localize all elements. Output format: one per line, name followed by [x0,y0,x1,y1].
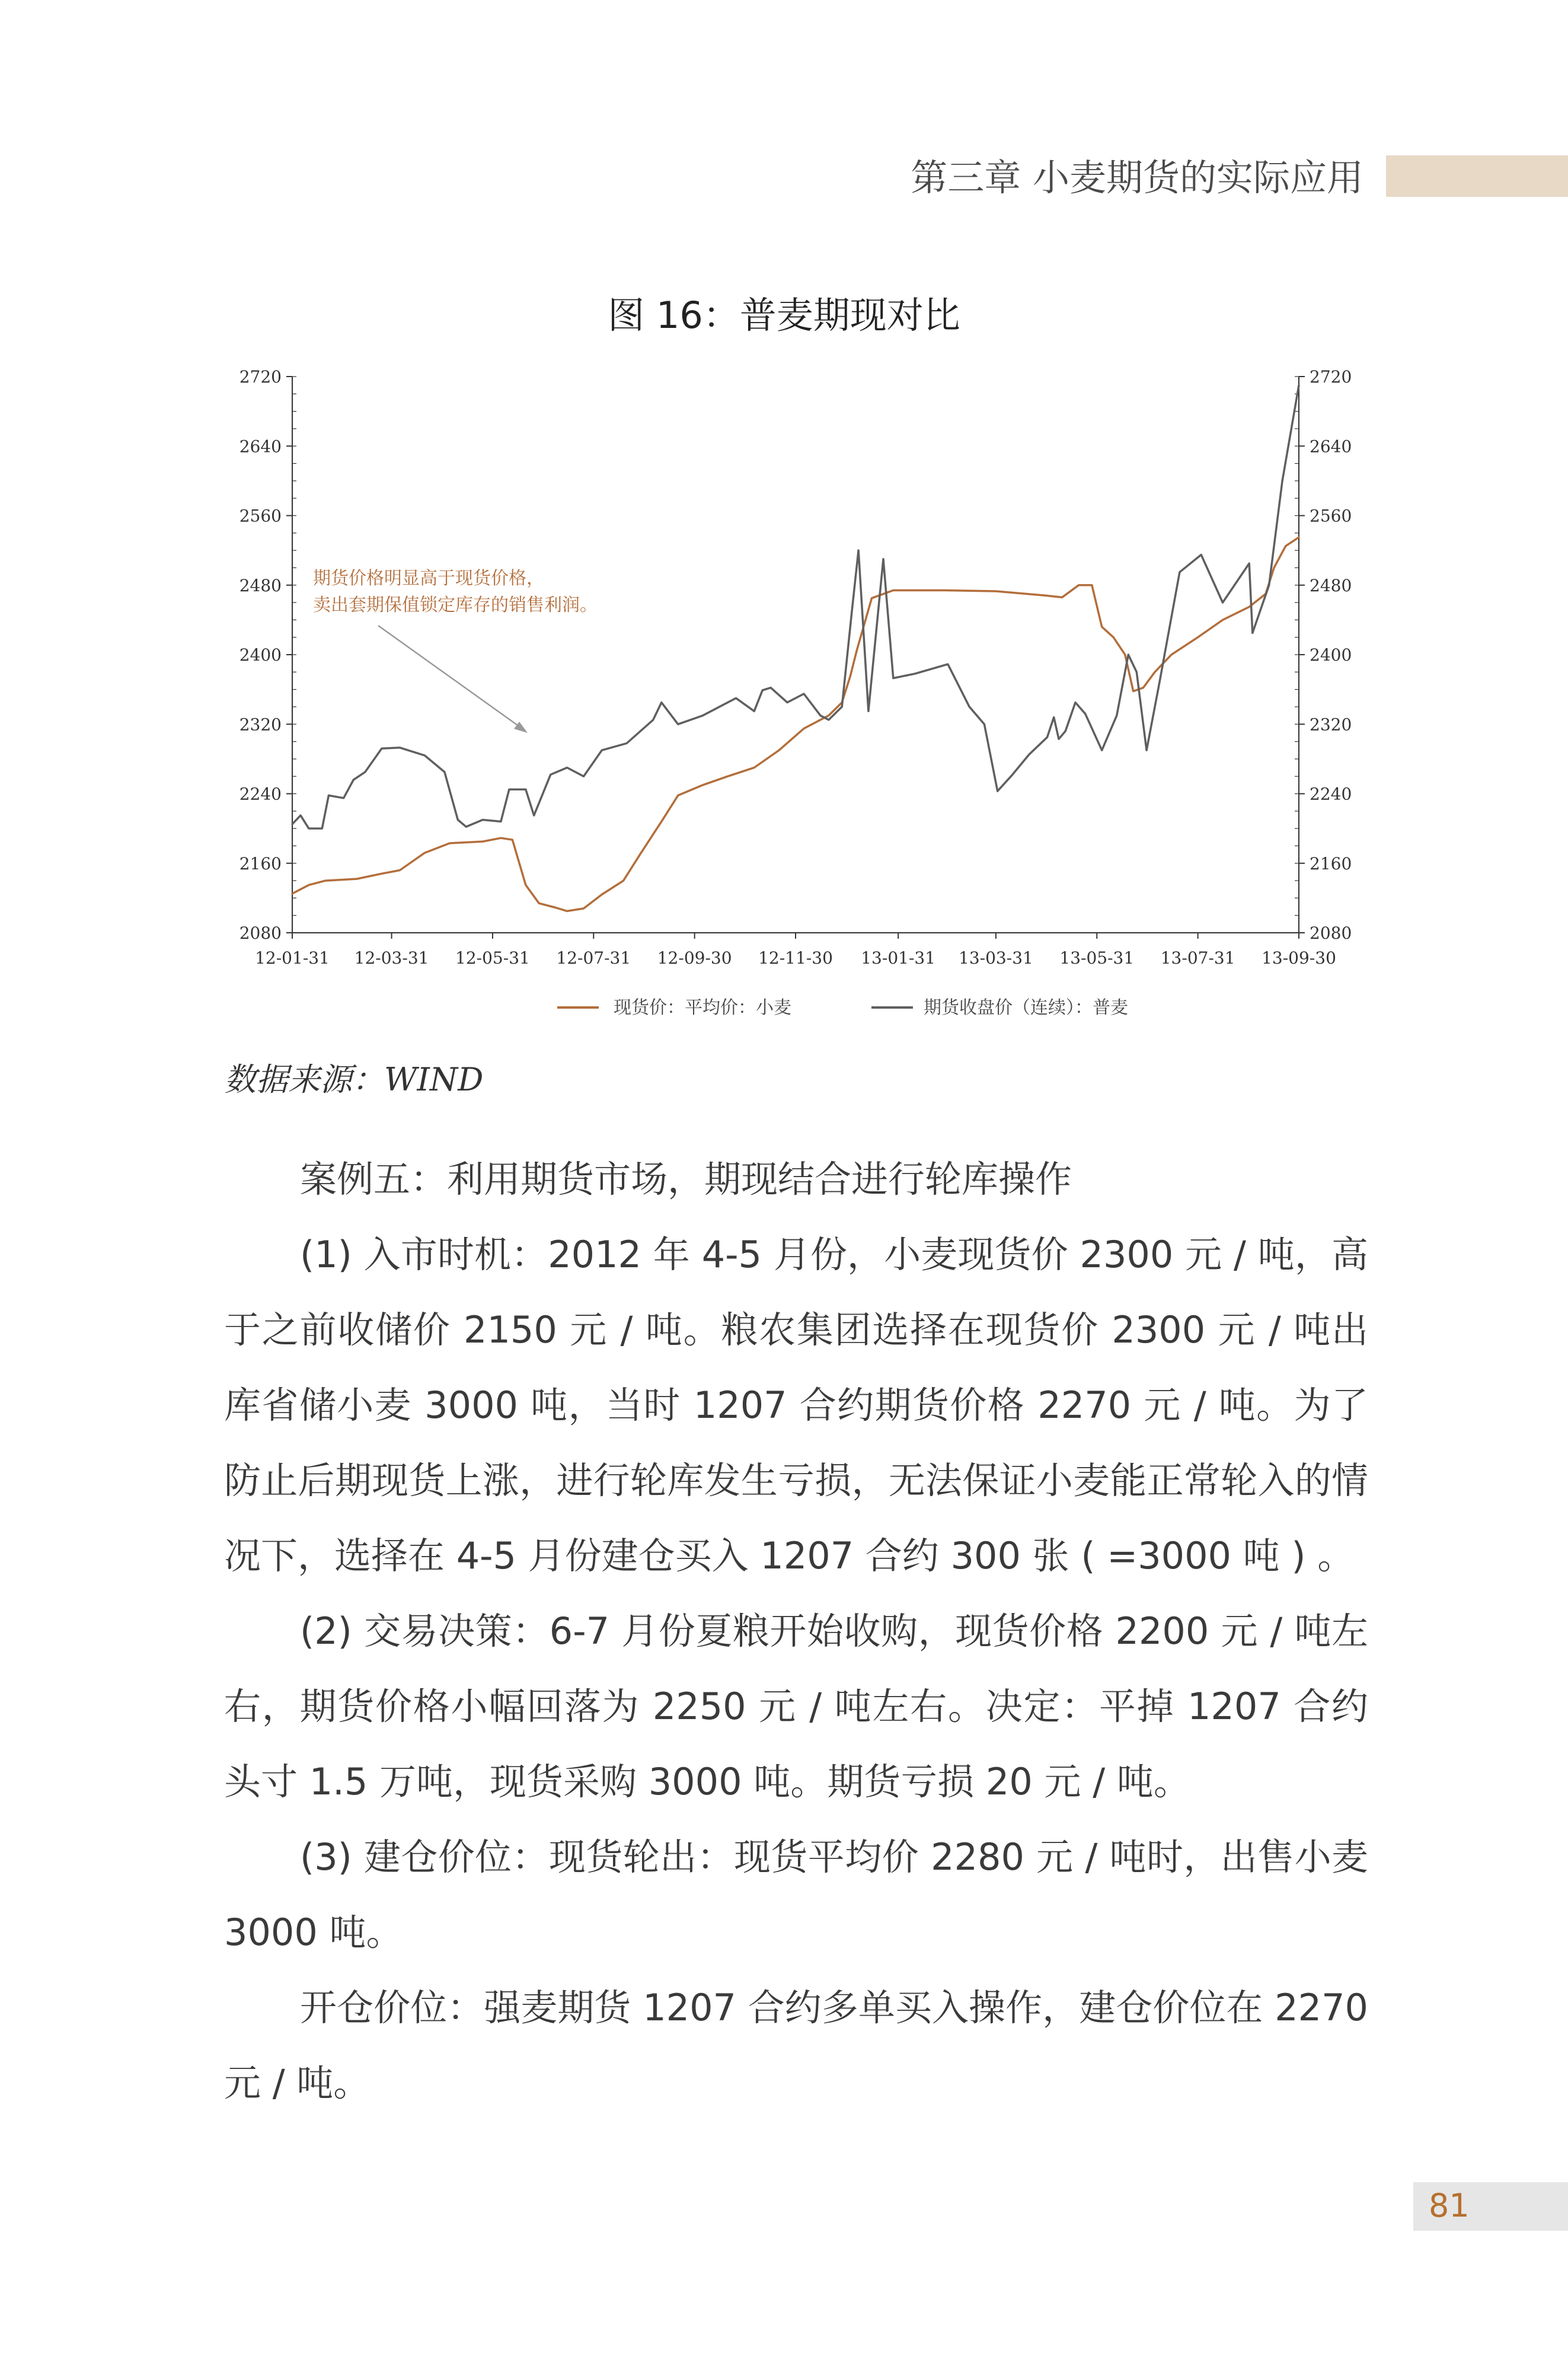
y-tick-label-left: 2320 [239,715,282,735]
annotation-arrow-line [378,626,522,728]
x-tick-label: 13-03-31 [959,948,1033,968]
paragraph-entry-timing: (1) 入市时机：2012 年 4-5 月份，小麦现货价 2300 元 / 吨，高于之前收储价 2150 元 / 吨。粮农集团选择在现货价 2300 元 / 吨出库省储小麦 3000 吨，当时 1207 合约期货价格 2270 元 / 吨。为了防止后期现货上涨，进行轮库发生亏损，无法保证小麦能正常轮入的情况下，选择在 4-5 月份建仓买入 1207 合约 300 张 ( =3000 吨 ) 。 [224,1233,1368,1577]
x-tick-label: 13-01-31 [861,948,936,968]
chart-series [292,385,1299,911]
chart-legend [557,997,1128,1018]
page-number: 81 [1429,2187,1470,2224]
paragraph-open-price: 开仓价位：强麦期货 1207 合约多单买入操作，建仓价位在 2270 元 / 吨。 [224,1986,1368,2105]
x-tick-label: 12-07-31 [556,948,631,968]
y-tick-label-left: 2640 [239,436,282,457]
annotation-text-line-2: 卖出套期保值锁定库存的销售利润。 [313,595,598,616]
x-tick-label: 13-05-31 [1059,948,1135,968]
x-tick-label: 12-01-31 [255,948,330,968]
body-text [224,1142,1368,2121]
y-tick-label-right: 2720 [1310,367,1352,387]
price-comparison-chart [213,356,1355,1032]
data-source-note: 数据来源：WIND [224,1061,484,1098]
y-tick-label-right: 2080 [1310,923,1352,943]
x-tick-label: 12-09-30 [657,948,732,968]
series-line-spot-price [292,537,1299,911]
y-tick-label-left: 2080 [239,923,282,943]
y-tick-label-right: 2560 [1310,506,1352,526]
x-tick-label: 13-09-30 [1262,948,1336,968]
case-heading: 案例五：利用期货市场，期现结合进行轮库操作 [300,1158,1072,1201]
y-tick-label-left: 2560 [239,506,282,526]
chart-axes [239,367,1352,968]
paragraph-trade-decision: (2) 交易决策：6-7 月份夏粮开始收购，现货价格 2200 元 / 吨左右，期货价格小幅回落为 2250 元 / 吨左右。决定：平掉 1207 合约头寸 1.5 万吨，现货采购 3000 吨。期货亏损 20 元 / 吨。 [224,1609,1368,1803]
x-tick-label: 12-11-30 [758,948,833,968]
legend-label-spot: 现货价：平均价：小麦 [614,997,791,1018]
legend-label-futures: 期货收盘价（连续）：普麦 [924,997,1128,1018]
paragraph-position-price: (3) 建仓价位：现货轮出：现货平均价 2280 元 / 吨时，出售小麦 3000 吨。 [224,1835,1368,1954]
y-tick-label-right: 2240 [1310,784,1352,804]
y-tick-label-left: 2480 [239,575,282,595]
y-tick-label-right: 2160 [1310,853,1352,873]
annotation-text-line-1: 期货价格明显高于现货价格， [313,568,544,589]
y-tick-label-left: 2720 [239,367,282,387]
y-tick-label-right: 2640 [1310,436,1352,457]
x-tick-label: 13-07-31 [1160,948,1235,968]
y-tick-label-right: 2400 [1310,645,1352,665]
y-tick-label-right: 2480 [1310,575,1352,595]
figure-title: 图 16：普麦期现对比 [608,294,960,337]
x-tick-label: 12-05-31 [455,948,530,968]
chart-annotation [313,568,598,733]
y-tick-label-right: 2320 [1310,715,1352,735]
header-accent-bar [1386,155,1568,197]
chapter-header-title: 第三章 小麦期货的实际应用 [911,156,1363,199]
y-tick-label-left: 2400 [239,645,282,665]
y-tick-label-left: 2240 [239,784,282,804]
x-tick-label: 12-03-31 [354,948,429,968]
y-tick-label-left: 2160 [239,853,282,873]
